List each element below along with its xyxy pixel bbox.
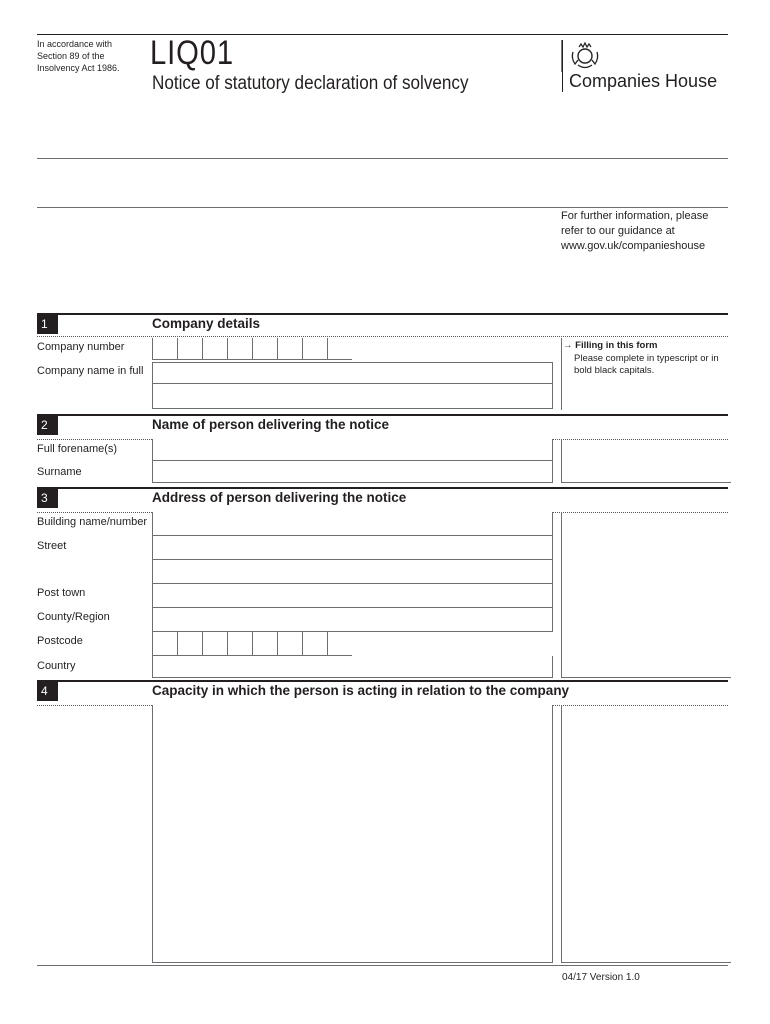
- company-name-label: Company name in full: [37, 365, 144, 377]
- section-1-rule: [37, 313, 728, 315]
- top-rule: [37, 34, 728, 35]
- arrow-right-icon: →: [563, 340, 573, 351]
- section-4-rule: [37, 680, 728, 682]
- capacity-field[interactable]: [152, 705, 553, 963]
- surname-label: Surname: [37, 466, 82, 478]
- forenames-field[interactable]: [152, 439, 553, 461]
- royal-crest-icon: [561, 40, 621, 72]
- forenames-label: Full forename(s): [37, 443, 118, 455]
- form-version: 04/17 Version 1.0: [562, 972, 640, 983]
- company-name-field-line-1[interactable]: [152, 362, 553, 384]
- street-field-line-2[interactable]: [152, 560, 553, 584]
- postcode-cell-4[interactable]: [227, 632, 252, 656]
- company-number-cell-7[interactable]: [302, 338, 327, 360]
- guidance-body: Please complete in typescript or in bold black capitals.: [574, 353, 719, 376]
- company-number-cell-3[interactable]: [202, 338, 227, 360]
- county-field[interactable]: [152, 608, 553, 632]
- postcode-label: Postcode: [37, 635, 83, 647]
- postcode-cell-5[interactable]: [252, 632, 277, 656]
- company-number-cell-4[interactable]: [227, 338, 252, 360]
- country-label: Country: [37, 660, 76, 672]
- company-name-field-line-2[interactable]: [152, 384, 553, 409]
- section-2-side-panel: [561, 439, 731, 483]
- postcode-cell-1[interactable]: [152, 632, 177, 656]
- section-1-title: Company details: [152, 316, 261, 331]
- section-3-title: Address of person delivering the notice: [152, 490, 407, 505]
- header-rule-1: [37, 158, 728, 159]
- guidance-title: [563, 340, 657, 351]
- company-number-label: Company number: [37, 341, 125, 353]
- building-label: Building name/number: [37, 516, 148, 528]
- postcode-cell-2[interactable]: [177, 632, 202, 656]
- post-town-label: Post town: [37, 587, 86, 599]
- companies-house-logo: Companies House: [569, 71, 718, 91]
- postcode-cell-8[interactable]: [327, 632, 352, 656]
- company-number-cell-2[interactable]: [177, 338, 202, 360]
- company-number-cell-5[interactable]: [252, 338, 277, 360]
- form-title: Notice of statutory declaration of solvency: [152, 73, 469, 94]
- street-label: Street: [37, 540, 67, 552]
- section-4-number: 4: [37, 682, 58, 701]
- section-3-rule: [37, 487, 728, 489]
- footer-rule: [37, 965, 728, 966]
- postcode-cell-7[interactable]: [302, 632, 327, 656]
- section-4-title: Capacity in which the person is acting in relation to the company: [152, 683, 570, 698]
- postcode-cell-3[interactable]: [202, 632, 227, 656]
- building-field[interactable]: [152, 512, 553, 536]
- county-label: County/Region: [37, 611, 110, 623]
- street-field-line-1[interactable]: [152, 536, 553, 560]
- company-number-cell-8[interactable]: [327, 338, 352, 360]
- postcode-cell-6[interactable]: [277, 632, 302, 656]
- company-number-cell-1[interactable]: [152, 338, 177, 360]
- company-number-cell-6[interactable]: [277, 338, 302, 360]
- surname-field[interactable]: [152, 461, 553, 483]
- section-2-title: Name of person delivering the notice: [152, 417, 390, 432]
- section-2-number: 2: [37, 416, 58, 435]
- country-field[interactable]: [152, 656, 553, 678]
- header-rule-2: [37, 207, 728, 208]
- section-4-side-panel: [561, 705, 731, 963]
- legislation-note: In accordance with Section 89 of the Insolvency Act 1986.: [37, 39, 120, 73]
- section-3-number: 3: [37, 489, 58, 508]
- logo-divider: [562, 40, 563, 92]
- post-town-field[interactable]: [152, 584, 553, 608]
- section-3-side-panel: [561, 512, 731, 678]
- further-information: For further information, please refer to our guidance at www.gov.uk/companieshouse: [561, 210, 709, 252]
- form-code: LIQ01: [150, 34, 234, 72]
- section-1-dotline: [37, 336, 728, 337]
- section-1-number: 1: [37, 315, 58, 334]
- section-2-rule: [37, 414, 728, 416]
- guidance-title-text: Filling in this form: [575, 340, 658, 351]
